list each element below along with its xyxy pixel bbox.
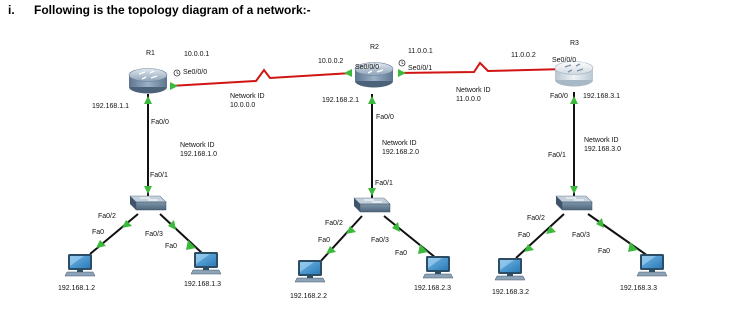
r2-lan-ip: 192.168.2.1: [322, 97, 359, 104]
switch-s3-icon[interactable]: [556, 196, 592, 210]
router-r2-name: R2: [370, 44, 379, 51]
port-up-icon: [570, 96, 578, 104]
pc5-port: Fa0: [518, 232, 531, 239]
pc1-port: Fa0: [92, 229, 105, 236]
s1-port-a: Fa0/2: [98, 213, 116, 220]
s1-uplink-port: Fa0/1: [150, 172, 168, 179]
pc-2-icon[interactable]: [191, 252, 221, 274]
pc3-ip: 192.168.2.2: [290, 293, 327, 300]
clock-icon: [174, 70, 180, 76]
r3-serial-ip: 11.0.0.2: [511, 52, 536, 59]
port-up-icon: [570, 186, 578, 194]
pc4-ip: 192.168.2.3: [414, 285, 451, 292]
pc-3-icon[interactable]: [295, 260, 325, 282]
link-s3-pc6: [588, 214, 648, 256]
port-up-icon: [144, 186, 152, 194]
wan-network-1: [230, 92, 265, 110]
lan-network-1-label: Network ID: [180, 142, 215, 149]
pc2-ip: 192.168.1.3: [184, 281, 221, 288]
pc6-ip: 192.168.3.3: [620, 285, 657, 292]
wan-network-1-label: Network ID: [230, 93, 265, 100]
pc4-port: Fa0: [395, 250, 408, 257]
wan-network-2-value: 11.0.0.0: [456, 96, 481, 103]
lan-network-1: [180, 141, 217, 159]
r3-lan-port: Fa0/0: [550, 93, 568, 100]
s1-port-b: Fa0/3: [145, 231, 163, 238]
lan-network-3: [584, 136, 621, 154]
lan-network-3-label: Network ID: [584, 137, 619, 144]
pc3-port: Fa0: [318, 237, 331, 244]
port-up-icon: [144, 96, 152, 104]
wan-network-1-value: 10.0.0.0: [230, 102, 256, 109]
port-up-icon: [346, 226, 356, 234]
router-r1-name: R1: [146, 50, 155, 57]
s2-uplink-port: Fa0/1: [375, 180, 393, 187]
link-s2-pc4: [384, 216, 436, 258]
s2-port-a: Fa0/2: [325, 220, 343, 227]
r1-lan-ip: 192.168.1.1: [92, 103, 129, 110]
r1-serial-ip: 10.0.0.1: [184, 51, 210, 58]
wan-network-2: [456, 86, 491, 104]
pc2-port: Fa0: [165, 243, 178, 250]
pc-4-icon[interactable]: [423, 256, 453, 278]
switch-s1-icon[interactable]: [130, 196, 166, 210]
heading-number: i.: [8, 3, 15, 17]
r3-serial-port: Se0/0/0: [552, 57, 577, 64]
heading-text: Following is the topology diagram of a network:-: [34, 3, 311, 17]
port-up-icon: [368, 188, 376, 196]
port-up-icon: [368, 96, 376, 104]
pc1-ip: 192.168.1.2: [58, 285, 95, 292]
r2-serial-ip-left: 10.0.0.2: [318, 58, 344, 65]
lan-network-2: [382, 139, 419, 157]
r1-lan-port: Fa0/0: [151, 119, 169, 126]
r1-serial-port: Se0/0/0: [183, 69, 208, 76]
port-up-icon: [344, 69, 352, 77]
pc-1-icon[interactable]: [65, 254, 95, 276]
pc-6-icon[interactable]: [637, 254, 667, 276]
switch-s2-icon[interactable]: [354, 198, 390, 212]
r2-lan-port: Fa0/0: [376, 114, 394, 121]
r2-serial-port-left: Se0/0/0: [355, 64, 380, 71]
s3-port-a: Fa0/2: [527, 215, 545, 222]
router-r3-name: R3: [570, 40, 579, 47]
pc6-port: Fa0: [598, 248, 611, 255]
lan-network-2-label: Network ID: [382, 140, 417, 147]
lan-network-1-value: 192.168.1.0: [180, 151, 217, 158]
wan-network-2-label: Network ID: [456, 87, 491, 94]
clock-icon: [399, 60, 405, 66]
pc-5-icon[interactable]: [495, 258, 525, 280]
port-up-icon: [170, 82, 178, 90]
r2-serial-ip-right: 11.0.0.1: [408, 48, 433, 55]
pc5-ip: 192.168.3.2: [492, 289, 529, 296]
router-r3-icon[interactable]: [555, 62, 593, 87]
r3-lan-ip: 192.168.3.1: [583, 93, 620, 100]
r2-serial-port-right: Se0/0/1: [408, 65, 433, 72]
port-up-icon: [398, 69, 406, 77]
lan-network-2-value: 192.168.2.0: [382, 149, 419, 156]
s3-uplink-port: Fa0/1: [548, 152, 566, 159]
router-r1-icon[interactable]: [129, 69, 167, 94]
lan-network-3-value: 192.168.3.0: [584, 146, 621, 153]
s3-port-b: Fa0/3: [572, 232, 590, 239]
s2-port-b: Fa0/3: [371, 237, 389, 244]
